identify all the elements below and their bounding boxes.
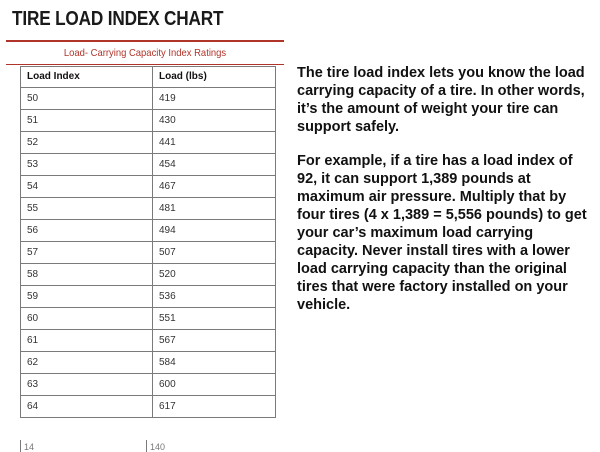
description-text — [297, 64, 593, 330]
table-row — [21, 220, 276, 242]
cell-load-lbs: 454 — [153, 154, 276, 176]
cell-load-index: 50 — [21, 88, 153, 110]
partial-row-border — [20, 440, 21, 452]
table-row — [21, 242, 276, 264]
column-header-load-index: Load Index — [21, 67, 153, 88]
cell-load-index: 57 — [21, 242, 153, 264]
cell-load-lbs: 551 — [153, 308, 276, 330]
cell-load-lbs: 441 — [153, 132, 276, 154]
cell-load-index: 59 — [21, 286, 153, 308]
table-row — [21, 198, 276, 220]
cell-load-index: 64 — [21, 396, 153, 418]
chart-header — [6, 40, 284, 65]
table-row — [21, 374, 276, 396]
cell-load-lbs: 507 — [153, 242, 276, 264]
cell-load-lbs: 481 — [153, 198, 276, 220]
cell-load-index: 52 — [21, 132, 153, 154]
cell-load-index: 51 — [21, 110, 153, 132]
page-title: TIRE LOAD INDEX CHART — [12, 8, 224, 30]
cell-load-lbs: 430 — [153, 110, 276, 132]
table-row — [21, 352, 276, 374]
table-header-row — [21, 67, 276, 88]
table-body — [21, 88, 276, 418]
load-index-table — [20, 66, 276, 418]
cell-load-lbs: 419 — [153, 88, 276, 110]
chart-caption: Load- Carrying Capacity Index Ratings — [63, 46, 227, 59]
table-row — [21, 264, 276, 286]
partial-cell-index: 14 — [24, 442, 35, 452]
column-header-load-lbs: Load (lbs) — [153, 67, 276, 88]
partial-table-row — [20, 440, 276, 452]
cell-load-lbs: 520 — [153, 264, 276, 286]
cell-load-index: 54 — [21, 176, 153, 198]
cell-load-index: 53 — [21, 154, 153, 176]
cell-load-index: 58 — [21, 264, 153, 286]
cell-load-lbs: 536 — [153, 286, 276, 308]
table-row — [21, 286, 276, 308]
cell-load-lbs: 617 — [153, 396, 276, 418]
cell-load-index: 63 — [21, 374, 153, 396]
table-row — [21, 308, 276, 330]
cell-load-index: 56 — [21, 220, 153, 242]
table-row — [21, 132, 276, 154]
table-row — [21, 396, 276, 418]
cell-load-index: 60 — [21, 308, 153, 330]
description-paragraph-2: For example, if a tire has a load index of 92, it can support 1,389 pounds at maximum air pressure. Multiply that by four tires (4 x 1,389 = 5,556 pounds) to get your car’s maximum load carrying capacity. Never install tires with a lower load carrying capacity than the original tires that were factory installed on your vehicle. — [297, 153, 587, 313]
cell-load-lbs: 584 — [153, 352, 276, 374]
cell-load-index: 55 — [21, 198, 153, 220]
red-divider-bottom — [6, 64, 284, 66]
table-row — [21, 110, 276, 132]
partial-row-border — [146, 440, 147, 452]
table-row — [21, 330, 276, 352]
cell-load-lbs: 567 — [153, 330, 276, 352]
cell-load-lbs: 494 — [153, 220, 276, 242]
table-row — [21, 154, 276, 176]
partial-cell-load: 140 — [150, 442, 166, 452]
table-row — [21, 88, 276, 110]
table-row — [21, 176, 276, 198]
cell-load-index: 62 — [21, 352, 153, 374]
cell-load-lbs: 600 — [153, 374, 276, 396]
description-paragraph-1: The tire load index lets you know the load carrying capacity of a tire. In other words, it’s the amount of weight your tire can support safely. — [297, 65, 585, 135]
cell-load-lbs: 467 — [153, 176, 276, 198]
cell-load-index: 61 — [21, 330, 153, 352]
